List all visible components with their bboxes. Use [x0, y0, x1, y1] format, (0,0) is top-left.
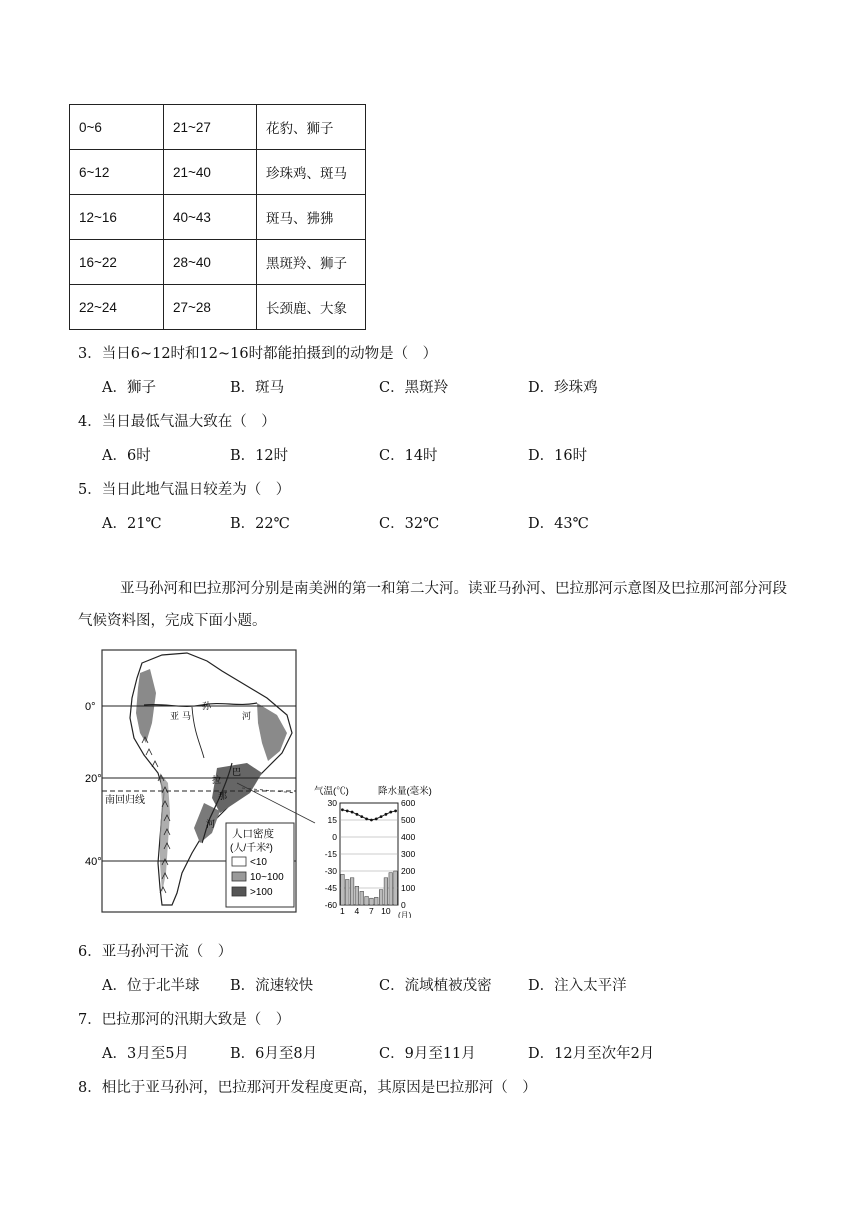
- table-cell: 0~6: [70, 105, 164, 150]
- precip-bar: [374, 897, 378, 905]
- temp-point: [375, 817, 378, 820]
- question-7: 7．巴拉那河的汛期大致是（ ）: [78, 1012, 291, 1028]
- table-cell: 27~28: [164, 285, 257, 330]
- precip-bar: [379, 890, 383, 905]
- river-label-la: 拉: [212, 775, 222, 785]
- tropic-label: 南回归线: [105, 795, 145, 806]
- table-cell: 斑马、狒狒: [257, 195, 366, 240]
- temp-point: [389, 811, 392, 814]
- precip-bar: [360, 891, 364, 905]
- temp-point: [394, 810, 397, 813]
- temp-tick-label: -45: [324, 883, 337, 893]
- precip-tick-label: 200: [401, 866, 416, 876]
- table-row: [70, 150, 366, 195]
- legend-low: <10: [250, 857, 267, 868]
- river-label-he1: 河: [242, 711, 252, 721]
- q5-option-d[interactable]: D．43℃: [528, 516, 589, 532]
- table-row: [70, 105, 366, 150]
- q4-option-a[interactable]: A．6时: [102, 448, 151, 464]
- temp-point: [385, 813, 388, 816]
- month-tick-label: 1: [340, 906, 345, 916]
- precip-bar: [341, 874, 345, 905]
- table-cell: 21~27: [164, 105, 257, 150]
- temp-tick-label: 0: [332, 832, 337, 842]
- legend-unit: (人/千米²): [230, 843, 273, 854]
- legend-high: >100: [250, 887, 273, 898]
- month-tick-label: 10: [381, 906, 391, 916]
- temp-point: [360, 815, 363, 818]
- q3-option-a[interactable]: A．狮子: [102, 380, 156, 396]
- legend-swatch-high: [232, 887, 246, 896]
- temp-point: [365, 817, 368, 820]
- q3-option-c[interactable]: C．黑斑羚: [379, 380, 449, 396]
- precip-tick-label: 400: [401, 832, 416, 842]
- q6-option-b[interactable]: B．流速较快: [230, 978, 314, 994]
- month-tick-label: 7: [369, 906, 374, 916]
- precip-bar: [355, 886, 359, 905]
- table-cell: 21~40: [164, 150, 257, 195]
- temp-point: [356, 813, 359, 816]
- temp-axis-label: 气温(℃): [314, 786, 349, 797]
- river-label-na: 那: [218, 791, 228, 801]
- table-cell: 花豹、狮子: [257, 105, 366, 150]
- temp-point: [380, 815, 383, 818]
- table-cell: 22~24: [70, 285, 164, 330]
- lat-label-40: 40°: [85, 856, 102, 868]
- animal-table: [69, 104, 366, 330]
- temp-point: [346, 810, 349, 813]
- temp-tick-label: -15: [324, 849, 337, 859]
- q4-option-c[interactable]: C．14时: [379, 448, 438, 464]
- precip-tick-label: 300: [401, 849, 416, 859]
- question-6: 6．亚马孙河干流（ ）: [78, 944, 233, 960]
- table-cell: 12~16: [70, 195, 164, 240]
- table-cell: 16~22: [70, 240, 164, 285]
- q6-option-a[interactable]: A．位于北半球: [102, 978, 200, 994]
- table-cell: 黑斑羚、狮子: [257, 240, 366, 285]
- q4-option-b[interactable]: B．12时: [230, 448, 289, 464]
- precip-bar: [394, 871, 398, 905]
- legend-swatch-low: [232, 857, 246, 866]
- precip-bar: [350, 878, 354, 905]
- map-and-climate-figure: [82, 643, 462, 918]
- temp-tick-label: 30: [327, 798, 337, 808]
- table-row: [70, 240, 366, 285]
- temp-point: [341, 808, 344, 811]
- temp-point: [351, 811, 354, 814]
- q4-option-d[interactable]: D．16时: [528, 448, 588, 464]
- question-4: 4．当日最低气温大致在（ ）: [78, 414, 276, 430]
- lat-label-0: 0°: [85, 701, 96, 713]
- q5-option-b[interactable]: B．22℃: [230, 516, 290, 532]
- river-label-ma: 马: [182, 711, 192, 721]
- precip-tick-label: 0: [401, 900, 406, 910]
- month-tick-label: 4: [354, 906, 360, 916]
- table-cell: 长颈鹿、大象: [257, 285, 366, 330]
- q7-option-b[interactable]: B．6月至8月: [230, 1046, 318, 1062]
- precip-bar: [345, 880, 349, 906]
- precip-tick-label: 500: [401, 815, 416, 825]
- q6-option-c[interactable]: C．流域植被茂密: [379, 978, 492, 994]
- q7-option-a[interactable]: A．3月至5月: [102, 1046, 189, 1062]
- temp-tick-label: -30: [324, 866, 337, 876]
- q5-option-a[interactable]: A．21℃: [102, 516, 162, 532]
- q6-option-d[interactable]: D．注入太平洋: [528, 978, 627, 994]
- q7-option-d[interactable]: D．12月至次年2月: [528, 1046, 655, 1062]
- river-label-ba: 巴: [232, 767, 242, 777]
- table-cell: 珍珠鸡、斑马: [257, 150, 366, 195]
- month-unit: (月): [398, 911, 412, 918]
- question-3: 3．当日6~12时和12~16时都能拍摄到的动物是（ ）: [78, 346, 438, 362]
- question-8: 8．相比于亚马孙河，巴拉那河开发程度更高，其原因是巴拉那河（ ）: [78, 1080, 537, 1096]
- table-row: [70, 195, 366, 240]
- precip-tick-label: 600: [401, 798, 416, 808]
- table-cell: 6~12: [70, 150, 164, 195]
- temp-tick-label: -60: [324, 900, 337, 910]
- q3-option-b[interactable]: B．斑马: [230, 380, 285, 396]
- legend-mid: 10~100: [250, 872, 284, 883]
- table-cell: 40~43: [164, 195, 257, 240]
- figure: [82, 643, 462, 922]
- precip-axis-label: 降水量(毫米): [378, 786, 432, 797]
- precip-tick-label: 100: [401, 883, 416, 893]
- precip-bar: [389, 873, 393, 905]
- legend-swatch-mid: [232, 872, 246, 881]
- river-label-sun: 孙: [202, 701, 212, 711]
- passage: 亚马孙河和巴拉那河分别是南美洲的第一和第二大河。读亚马孙河、巴拉那河示意图及巴拉那河部分河段气候资料图，完成下面小题。: [78, 581, 787, 629]
- question-5: 5．当日此地气温日较差为（ ）: [78, 482, 291, 498]
- table-row: [70, 285, 366, 330]
- precip-bar: [370, 898, 374, 905]
- table-cell: 28~40: [164, 240, 257, 285]
- legend-title: 人口密度: [232, 828, 274, 840]
- q5-option-c[interactable]: C．32℃: [379, 516, 440, 532]
- q7-option-c[interactable]: C．9月至11月: [379, 1046, 476, 1062]
- q3-option-d[interactable]: D．珍珠鸡: [528, 380, 598, 396]
- lat-label-20: 20°: [85, 773, 102, 785]
- temp-point: [370, 819, 373, 822]
- precip-bar: [365, 897, 369, 906]
- river-label-ya: 亚: [170, 711, 180, 721]
- temp-tick-label: 15: [327, 815, 337, 825]
- precip-bar: [384, 878, 388, 905]
- climate-chart: [314, 785, 432, 918]
- river-label-he2: 河: [206, 819, 216, 829]
